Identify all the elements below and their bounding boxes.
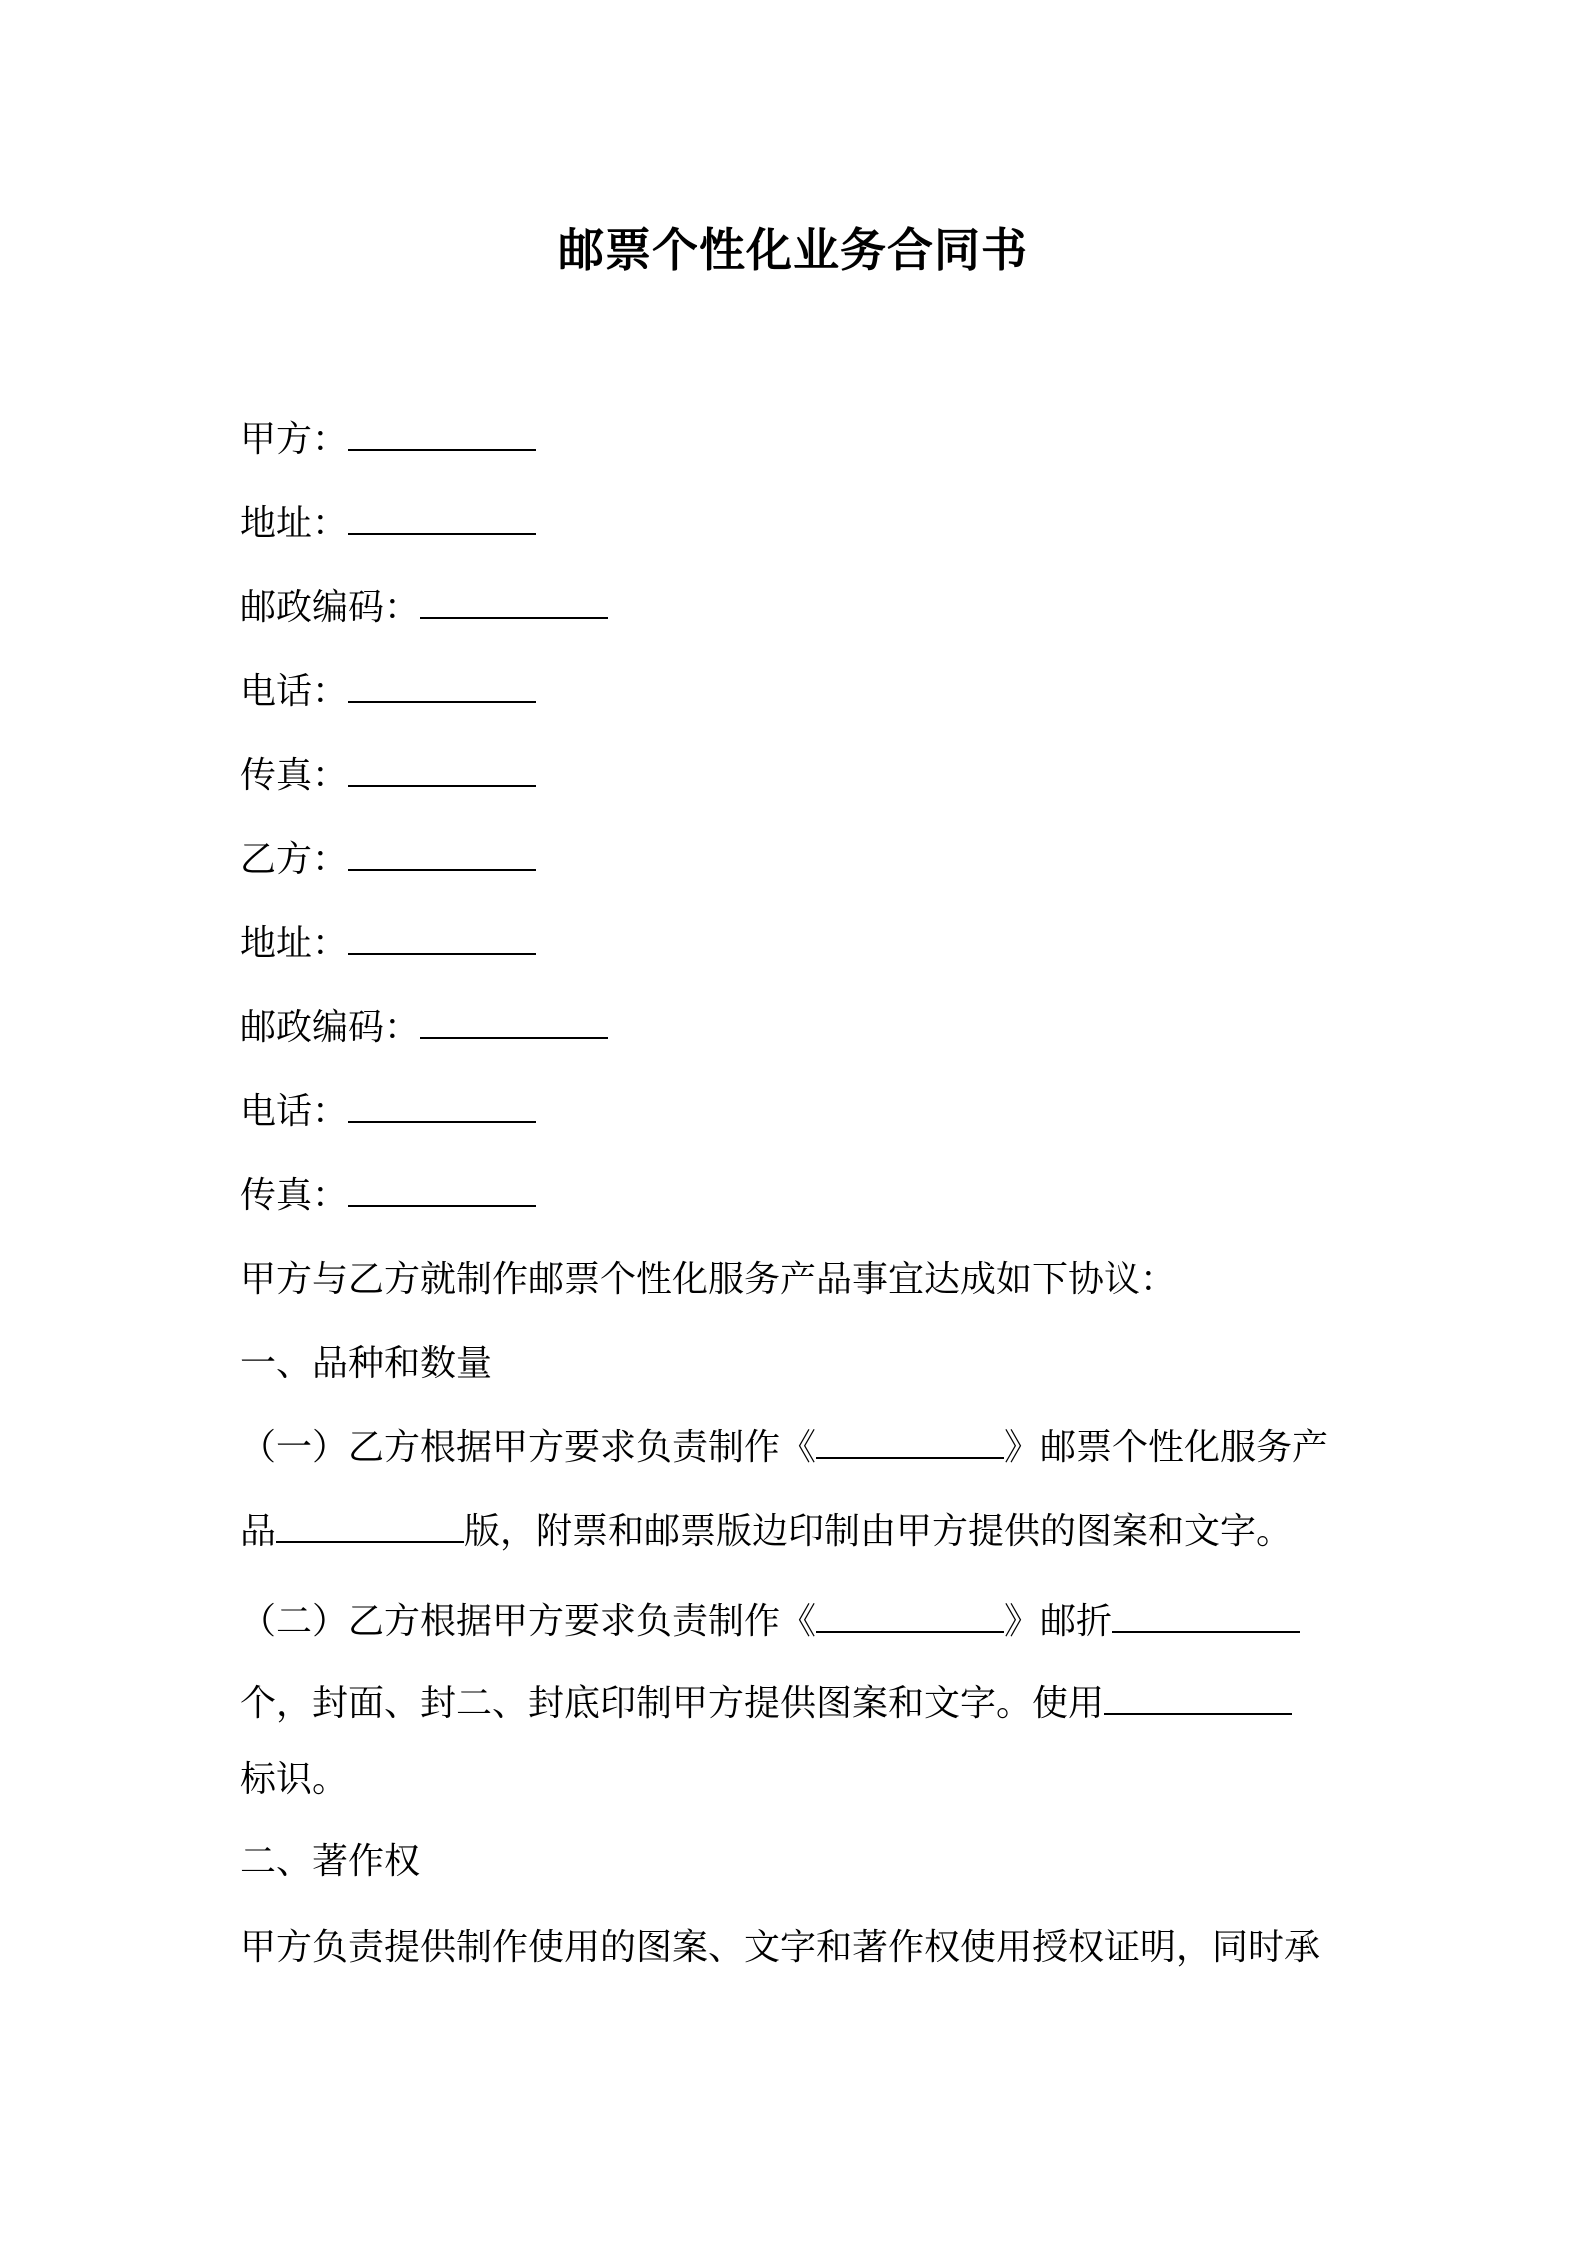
party-b-phone-blank[interactable]	[348, 1091, 536, 1123]
section1-item2-line1	[240, 1598, 1300, 1646]
party-a-phone-label: 电话：	[240, 671, 349, 712]
party-b-phone-line	[240, 1088, 536, 1136]
party-b-name-line	[240, 836, 536, 884]
item2-text-c: 个，封面、封二、封底印制甲方提供图案和文字。使用	[240, 1683, 1105, 1724]
section1-item1-line1	[240, 1424, 1328, 1472]
party-a-postcode-blank[interactable]	[420, 587, 608, 619]
item2-text-a: （二）乙方根据甲方要求负责制作《	[240, 1601, 817, 1642]
party-b-address-label: 地址：	[240, 923, 349, 964]
item2-folder-count-blank[interactable]	[1112, 1601, 1300, 1633]
party-a-fax-line	[240, 752, 536, 800]
item2-logo-blank[interactable]	[1104, 1683, 1292, 1715]
section2-paragraph: 甲方负责提供制作使用的图案、文字和著作权使用授权证明，同时承	[240, 1927, 1321, 1968]
item1-version-count-blank[interactable]	[276, 1511, 464, 1543]
party-a-postcode-line	[240, 584, 608, 632]
section1-item2-line3: 标识。	[240, 1759, 349, 1800]
party-a-address-line	[240, 500, 536, 548]
party-b-name-blank[interactable]	[348, 839, 536, 871]
item2-folder-name-blank[interactable]	[816, 1601, 1004, 1633]
section2-heading: 二、著作权	[240, 1841, 421, 1882]
party-b-postcode-line	[240, 1004, 608, 1052]
party-a-fax-label: 传真：	[240, 755, 349, 796]
item1-stamp-name-blank[interactable]	[816, 1427, 1004, 1459]
party-b-postcode-blank[interactable]	[420, 1007, 608, 1039]
party-b-name-label: 乙方：	[240, 839, 349, 880]
party-b-fax-line	[240, 1172, 536, 1220]
party-a-name-line	[240, 416, 536, 464]
section1-item2-line2	[240, 1680, 1292, 1728]
item1-text-d: 版，附票和邮票版边印制由甲方提供的图案和文字。	[464, 1511, 1293, 1552]
section1-heading: 一、品种和数量	[240, 1343, 493, 1384]
intro-paragraph: 甲方与乙方就制作邮票个性化服务产品事宜达成如下协议：	[240, 1259, 1177, 1300]
party-a-postcode-label: 邮政编码：	[240, 587, 421, 628]
party-b-address-blank[interactable]	[348, 923, 536, 955]
item2-text-b: 》邮折	[1004, 1601, 1113, 1642]
document-title: 邮票个性化业务合同书	[558, 223, 1028, 277]
party-b-fax-label: 传真：	[240, 1175, 349, 1216]
item1-text-c: 品	[240, 1511, 277, 1552]
party-a-fax-blank[interactable]	[348, 755, 536, 787]
party-a-name-label: 甲方：	[240, 419, 349, 460]
party-a-phone-line	[240, 668, 536, 716]
party-a-phone-blank[interactable]	[348, 671, 536, 703]
party-a-address-blank[interactable]	[348, 503, 536, 535]
party-a-address-label: 地址：	[240, 503, 349, 544]
item1-text-b: 》邮票个性化服务产	[1004, 1427, 1329, 1468]
party-b-postcode-label: 邮政编码：	[240, 1007, 421, 1048]
item1-text-a: （一）乙方根据甲方要求负责制作《	[240, 1427, 817, 1468]
party-b-phone-label: 电话：	[240, 1091, 349, 1132]
party-b-fax-blank[interactable]	[348, 1175, 536, 1207]
party-b-address-line	[240, 920, 536, 968]
party-a-name-blank[interactable]	[348, 419, 536, 451]
section1-item1-line2	[240, 1508, 1292, 1556]
